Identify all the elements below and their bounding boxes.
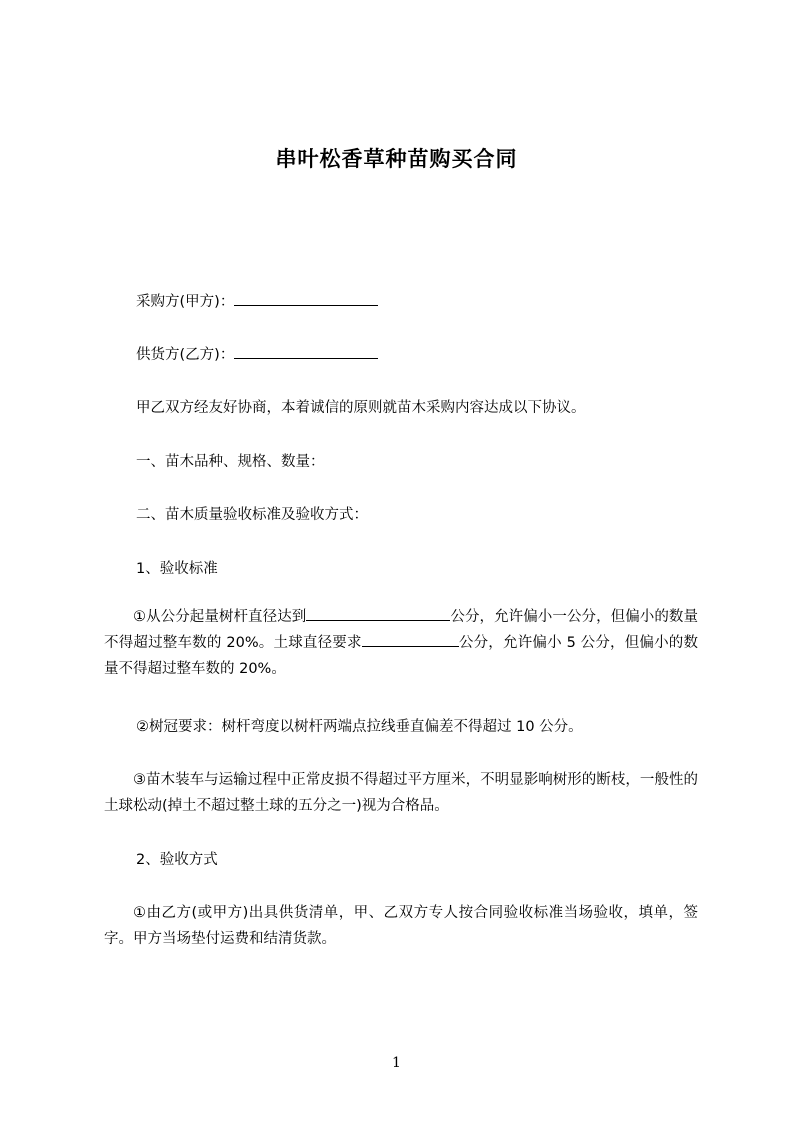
standard-3-paragraph: ③苗木装车与运输过程中正常皮损不得超过平方厘米，不明显影响树形的断枝，一般性的土球松动(掉土不超过整土球的五分之一)视为合格品。 bbox=[104, 772, 698, 814]
standard-1-paragraph bbox=[104, 604, 698, 682]
buyer-line bbox=[136, 291, 378, 312]
supplier-line bbox=[136, 344, 378, 365]
subsection-heading-1: 1、验收标准 bbox=[136, 561, 218, 577]
section-heading-2: 二、苗木质量验收标准及验收方式： bbox=[136, 507, 368, 523]
diameter-blank bbox=[306, 606, 450, 621]
root-ball-blank bbox=[362, 632, 459, 647]
method-1-paragraph: ①由乙方(或甲方)出具供货清单，甲、乙双方专人按合同验收标准当场验收，填单，签字。甲方当场垫付运费和结清货款。 bbox=[104, 905, 698, 947]
buyer-label: 采购方(甲方)： bbox=[136, 294, 235, 310]
supplier-label: 供货方(乙方)： bbox=[136, 347, 235, 363]
standard-1-text-a: ①从公分起量树杆直径达到 bbox=[133, 609, 307, 625]
section-heading-1: 一、苗木品种、规格、数量： bbox=[136, 454, 325, 470]
document-title: 串叶松香草种苗购买合同 bbox=[275, 147, 518, 171]
standard-1-text-c: 公分，允许偏小 5 公分，但偏小的数量不得超过整车数的 20%。 bbox=[104, 635, 698, 677]
buyer-blank bbox=[234, 291, 378, 306]
standard-2-paragraph: ②树冠要求：树杆弯度以树杆两端点拉线垂直偏差不得超过 10 公分。 bbox=[136, 719, 583, 735]
page-number: 1 bbox=[392, 1055, 401, 1071]
intro-paragraph: 甲乙双方经友好协商，本着诚信的原则就苗木采购内容达成以下协议。 bbox=[136, 400, 586, 416]
standard-1-text-b: 公分，允许偏小一公分，但偏小的数量不得超过整车数的 20%。土球直径要求 bbox=[104, 609, 698, 651]
subsection-heading-2: 2、验收方式 bbox=[136, 852, 218, 868]
supplier-blank bbox=[234, 344, 378, 359]
